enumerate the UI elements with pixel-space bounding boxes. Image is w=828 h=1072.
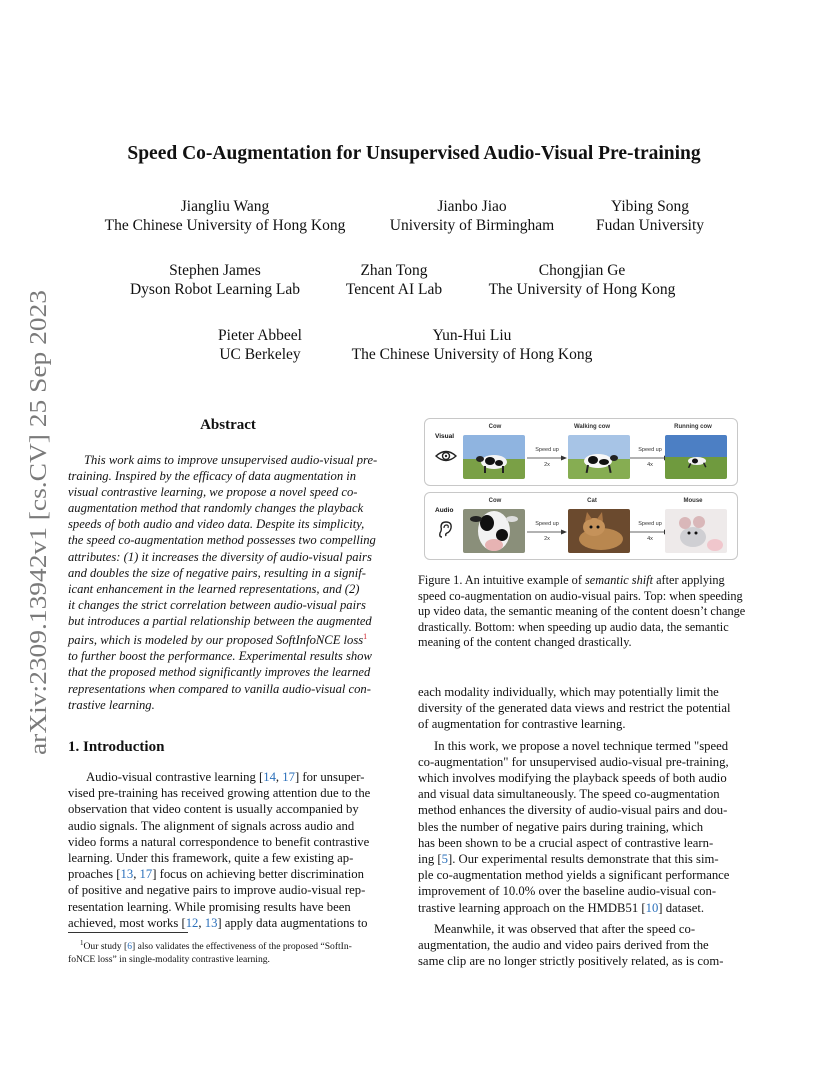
- author-block: [104, 197, 346, 235]
- abstract-line: it changes the strict correlation between audio-visual pairs: [68, 597, 366, 612]
- caption-line: drastically. Bottom: when speeding up audio data, the semantic: [418, 619, 729, 634]
- author-affiliation: Tencent AI Lab: [345, 281, 443, 298]
- abstract-line: icant enhancement in the learned representations, and (2): [68, 581, 360, 596]
- author-name: Yun-Hui Liu: [432, 327, 512, 344]
- row-label: Audio: [435, 507, 454, 514]
- author-name: Yibing Song: [611, 198, 689, 215]
- caption-line: up video data, the semantic meaning of the content doesn’t change: [418, 604, 746, 618]
- body-line: augmentation, the audio and video pairs derived from the: [418, 938, 709, 953]
- body-line: Meanwhile, it was observed that after the speed co-: [434, 921, 696, 936]
- arrow-label: Speed up: [535, 521, 559, 527]
- arxiv-stamp-svg: [16, 290, 56, 760]
- author-block: [585, 197, 715, 235]
- author-name: Jianbo Jiao: [437, 198, 507, 215]
- abstract-line: and doubles the size of negative pairs, resulting in a signif-: [68, 565, 366, 580]
- visual-panel: [424, 418, 738, 486]
- body-line: ple co-augmentation method yields a significant performance: [418, 868, 730, 883]
- body-line: audio signals. The alignment of signals across audio and: [68, 818, 355, 833]
- author-block: [372, 197, 572, 235]
- citation-link[interactable]: 17: [139, 867, 153, 882]
- footnote-mark[interactable]: 1: [363, 632, 368, 642]
- body-line: achieved, most works [12, 13] apply data augmentations to: [68, 915, 368, 930]
- author-block: [482, 261, 682, 299]
- citation-link[interactable]: 14: [263, 770, 276, 784]
- citation-link[interactable]: 13: [120, 867, 134, 882]
- caption-line: speed co-augmentation on audio-visual pairs. Top: when speeding: [418, 588, 743, 603]
- ear-icon: [435, 521, 457, 539]
- body-line: Audio-visual contrastive learning [14, 17] for unsuper-: [86, 770, 365, 784]
- footnote-rule: [68, 932, 188, 933]
- author-block: [334, 261, 454, 299]
- abstract-line: speeds of both audio and video data. Despite its simplicity,: [68, 517, 365, 532]
- body-line: diversity of the generated data views and restrict the potential: [418, 701, 731, 716]
- abstract-line: but introduces a partial relationship between the augmented: [68, 613, 372, 628]
- citation-link[interactable]: 5: [441, 852, 448, 867]
- body-line: which involves modifying the playback speeds of both audio: [418, 771, 727, 786]
- row-label: Visual: [435, 433, 455, 440]
- right-arrow-icon: [527, 529, 567, 535]
- citation-link[interactable]: 17: [282, 770, 295, 784]
- body-line: and visual data simultaneously. The speed co-augmentation: [418, 787, 720, 802]
- author-affiliation: The Chinese University of Hong Kong: [351, 346, 593, 363]
- abstract-line: augmentation method that randomly changes the playback: [68, 501, 364, 516]
- figure-1: [424, 418, 736, 558]
- arrow-label: Speed up: [638, 521, 662, 527]
- section-heading: 1. Introduction: [68, 739, 165, 755]
- frame-caption: Cow: [488, 498, 502, 504]
- arrow-label: Speed up: [535, 447, 559, 453]
- right-arrow-icon: [630, 455, 670, 461]
- abstract-line: training. Inspired by the efficacy of data augmentation in: [68, 469, 357, 484]
- body-line: has been shown to be a crucial aspect of contrastive learn-: [418, 835, 714, 850]
- mouse-image: [665, 509, 727, 553]
- speed-label: 2x: [544, 462, 550, 468]
- author-affiliation: Dyson Robot Learning Lab: [129, 281, 301, 298]
- right-arrow-icon: [527, 455, 567, 461]
- speed-label: 4x: [647, 462, 653, 468]
- body-line: learning. Under this framework, quite a few existing ap-: [68, 851, 354, 866]
- author-block: [120, 261, 310, 299]
- footnote-line: foNCE loss” in single-modality contrastive learning.: [68, 953, 270, 965]
- arxiv-stamp: [16, 290, 56, 760]
- body-line: co-augmentation" for unsupervised audio-visual pre-training,: [418, 754, 729, 769]
- author-name: Chongjian Ge: [538, 262, 626, 279]
- author-affiliation: The Chinese University of Hong Kong: [104, 217, 346, 234]
- body-line: of augmentation for contrastive learning.: [418, 717, 626, 732]
- figure-caption: [418, 573, 746, 651]
- abstract-body: [68, 452, 390, 713]
- arrow-label: Speed up: [638, 447, 662, 453]
- author-name: Pieter Abbeel: [218, 327, 302, 344]
- body-line: observation that video content is usually accompanied by: [68, 802, 359, 817]
- body-line: In this work, we propose a novel technique termed "speed: [434, 738, 729, 753]
- abstract-line: pairs, which is modeled by our proposed SoftInfoNCE loss: [68, 633, 364, 648]
- author-affiliation: University of Birmingham: [389, 217, 555, 234]
- author-name: Jiangliu Wang: [180, 198, 270, 215]
- author-name: Zhan Tong: [360, 262, 428, 279]
- frame-caption: Cat: [587, 498, 597, 504]
- citation-link[interactable]: 10: [645, 900, 659, 915]
- body-line: same clip are no longer strictly positively related, as is com-: [418, 954, 724, 969]
- frame-caption: Walking cow: [573, 424, 611, 430]
- abstract-heading: Abstract: [200, 417, 256, 433]
- speed-label: 4x: [647, 536, 653, 542]
- body-line: method enhances the diversity of audio-visual pairs and dou-: [418, 803, 728, 818]
- body-line: bles the number of negative pairs during training, which: [418, 819, 704, 834]
- walking-cow-image: [568, 435, 630, 479]
- author-block: [342, 326, 602, 364]
- citation-link[interactable]: 6: [127, 941, 132, 953]
- author-name: Stephen James: [169, 262, 261, 279]
- abstract-line: attributes: (1) it increases the diversity of audio-visual pairs: [68, 549, 372, 564]
- abstract-line: that the proposed method significantly improves the learned: [68, 665, 371, 680]
- body-line: resentation learning. While promising results have been: [68, 899, 351, 914]
- cow-image: [463, 435, 525, 479]
- footnote-line: $^1$Our study [6] also validates the effectiveness of the proposed “SoftIn-: [80, 939, 352, 953]
- speed-label: 2x: [544, 536, 550, 542]
- paper-title: Speed Co-Augmentation for Unsupervised Audio-Visual Pre-training: [127, 143, 701, 164]
- author-affiliation: The University of Hong Kong: [488, 281, 676, 298]
- body-line: each modality individually, which may potentially limit the: [418, 685, 719, 699]
- frame-caption: Running cow: [674, 424, 712, 430]
- citation-link[interactable]: 12: [185, 915, 199, 930]
- author-block: [190, 326, 330, 364]
- body-line: video forms a natural correspondence to benefit contrastive: [68, 834, 370, 849]
- right-column: [418, 684, 740, 969]
- body-line: proaches [13, 17] focus on achieving better discrimination: [68, 867, 364, 882]
- right-arrow-icon: [630, 529, 670, 535]
- body-line: improvement of 10.0% over the baseline audio-visual con-: [418, 884, 717, 899]
- eye-icon: [435, 447, 457, 465]
- author-affiliation: Fudan University: [595, 217, 705, 234]
- abstract-line: trastive learning.: [68, 697, 155, 712]
- body-line: vised pre-training has received growing attention due to the: [68, 786, 371, 801]
- author-affiliation: UC Berkeley: [219, 346, 301, 363]
- abstract-line: to further boost the performance. Experimental results show: [68, 649, 372, 664]
- citation-link[interactable]: 13: [204, 915, 218, 930]
- caption-line: Figure 1. An intuitive example of semantic shift after applying: [418, 573, 725, 587]
- cat-image: [568, 509, 630, 553]
- footnote: [68, 937, 390, 966]
- frame-caption: Mouse: [683, 498, 703, 504]
- running-cow-image: [665, 435, 727, 479]
- abstract-line: the speed co-augmentation method possesses two compelling: [68, 533, 376, 548]
- caption-line: meaning of the content changed drastically.: [418, 635, 632, 649]
- frame-caption: Cow: [488, 424, 502, 430]
- footnote-number: 1: [80, 939, 84, 947]
- audio-panel: [424, 492, 738, 560]
- cow-face-image: [463, 509, 525, 553]
- body-line: trastive learning approach on the HMDB51 [10] dataset.: [418, 900, 705, 915]
- body-line: of positive and negative pairs to improve audio-visual rep-: [68, 883, 366, 898]
- arxiv-id-text: arXiv:2309.13942v1 [cs.CV] 25 Sep 2023: [26, 348, 52, 755]
- intro-left-column: [68, 769, 390, 931]
- abstract-line-with-footnote: [68, 629, 390, 648]
- abstract-line: representations when compared to vanilla audio-visual con-: [68, 681, 371, 696]
- body-line: ing [5]. Our experimental results demonstrate that this sim-: [418, 852, 719, 867]
- abstract-line: visual contrastive learning, we propose a novel speed co-: [68, 485, 358, 500]
- abstract-line: This work aims to improve unsupervised audio-visual pre-: [84, 453, 378, 467]
